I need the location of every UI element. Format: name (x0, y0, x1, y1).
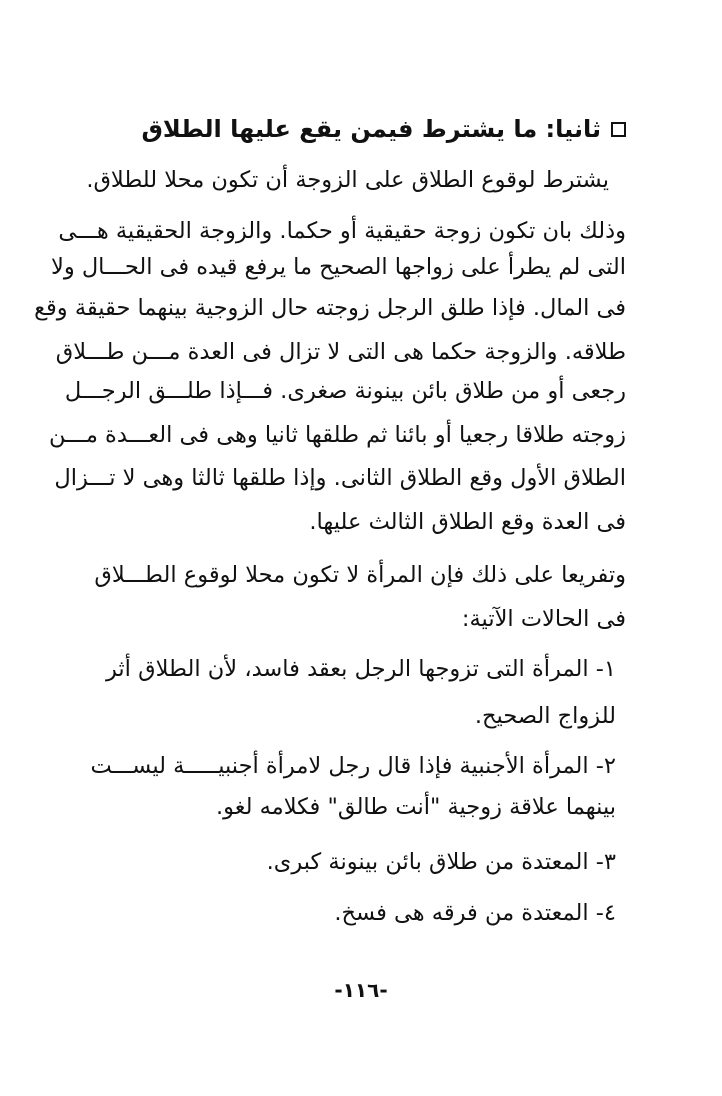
paragraph-line: يشترط لوقوع الطلاق على الزوجة أن تكون محلا للطلاق. (86, 167, 609, 193)
list-item: ١- المرأة التى تزوجها الرجل بعقد فاسد، لأن الطلاق أثر (106, 656, 616, 682)
list-item: ٣- المعتدة من طلاق بائن بينونة كبرى. (266, 849, 616, 875)
paragraph-line: فى الحالات الآتية: (461, 606, 626, 632)
paragraph-line: التى لم يطرأ على زواجها الصحيح ما يرفع قيده فى الحـــال ولا (50, 254, 626, 280)
paragraph-line: فى العدة وقع الطلاق الثالث عليها. (309, 509, 626, 535)
list-item: ٢- المرأة الأجنبية فإذا قال رجل لامرأة أجنبيـــــة ليســـت (90, 753, 616, 779)
list-item: ٤- المعتدة من فرقه هى فسخ. (334, 900, 616, 926)
square-bullet-icon (611, 122, 626, 137)
page-number: -١١٦- (334, 978, 388, 1002)
paragraph-line: الطلاق الأول وقع الطلاق الثانى. وإذا طلقها ثالثا وهى لا تـــزال (54, 465, 626, 491)
paragraph-line: وذلك بان تكون زوجة حقيقية أو حكما. والزوجة الحقيقية هـــى (58, 218, 626, 244)
list-item-continuation: للزواج الصحيح. (474, 703, 616, 729)
paragraph-line: رجعى أو من طلاق بائن بينونة صغرى. فـــإذا طلـــق الرجـــل (64, 378, 626, 404)
paragraph-line: زوجته طلاقا رجعيا أو بائنا ثم طلقها ثانيا وهى فى العـــدة مـــن (48, 422, 626, 448)
section-heading-text: ثانيا: ما يشترط فيمن يقع عليها الطلاق (141, 115, 601, 143)
section-heading (106, 108, 626, 150)
paragraph-line: طلاقه. والزوجة حكما هى التى لا تزال فى العدة مـــن طـــلاق (55, 339, 626, 365)
paragraph-line: وتفريعا على ذلك فإن المرأة لا تكون محلا لوقوع الطـــلاق (94, 562, 626, 588)
list-item-continuation: بينهما علاقة زوجية "أنت طالق" فكلامه لغو. (215, 794, 616, 820)
paragraph-line: فى المال. فإذا طلق الرجل زوجته حال الزوجية بينهما حقيقة وقع (34, 295, 626, 321)
